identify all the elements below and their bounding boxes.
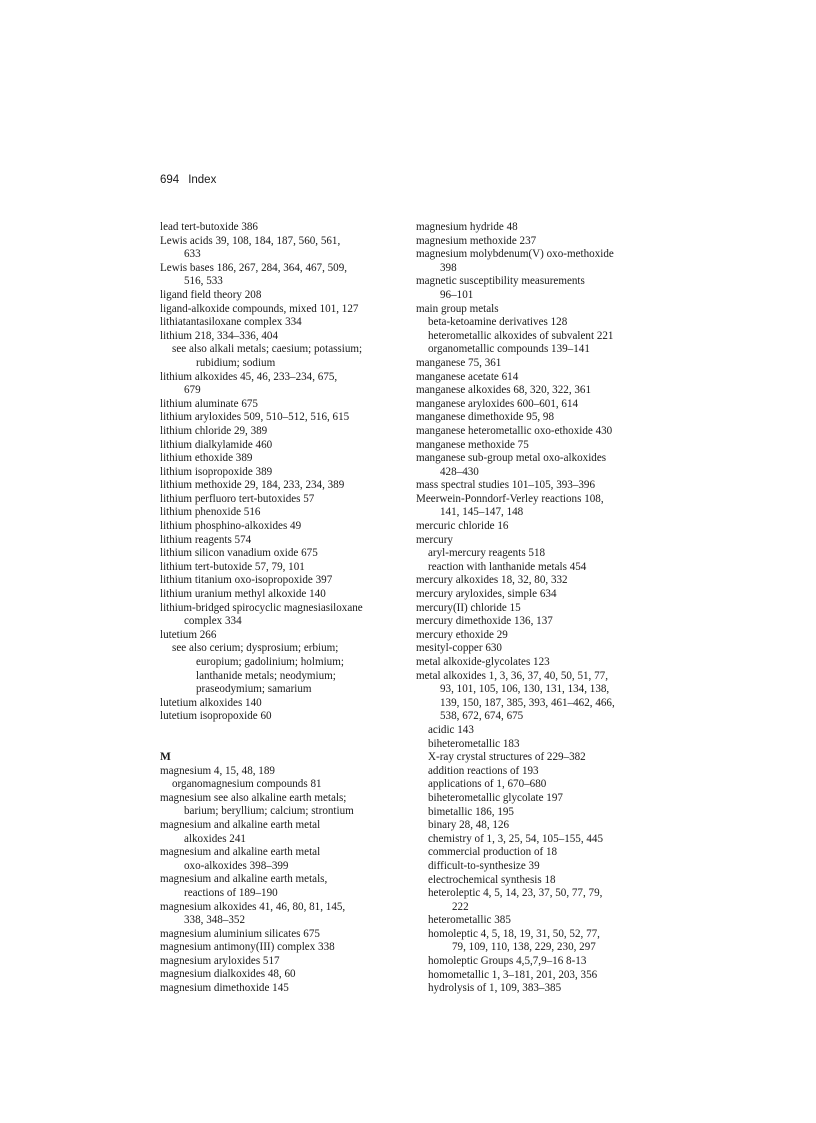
- index-entry: commercial production of 18: [428, 846, 558, 859]
- index-entry: lithium chloride 29, 389: [160, 424, 268, 437]
- index-entry: biheterometallic glycolate 197: [428, 791, 563, 804]
- index-entry: hydrolysis of 1, 109, 383–385: [428, 982, 562, 995]
- index-entry: lithium ethoxide 389: [160, 452, 253, 465]
- index-entry: mercury ethoxide 29: [416, 628, 508, 641]
- index-entry: magnesium and alkaline earth metals,: [160, 873, 328, 886]
- index-entry: magnesium alkoxides 41, 46, 80, 81, 145,: [160, 900, 346, 913]
- index-entry: ligand field theory 208: [160, 288, 262, 301]
- index-entry: magnesium molybdenum(V) oxo-methoxide: [416, 248, 614, 261]
- running-title: Index: [188, 174, 217, 186]
- index-entry: electrochemical synthesis 18: [428, 873, 556, 886]
- index-entry: magnesium aluminium silicates 675: [160, 927, 320, 940]
- index-entry: lithium titanium oxo-isopropoxide 397: [160, 574, 333, 587]
- index-entry: X-ray crystal structures of 229–382: [428, 751, 586, 764]
- index-entry: manganese methoxide 75: [416, 438, 529, 451]
- index-entry: manganese 75, 361: [416, 356, 502, 369]
- index-entry: mesityl-copper 630: [416, 642, 502, 655]
- index-entry: magnesium dimethoxide 145: [160, 982, 289, 995]
- index-entries-m: [160, 765, 405, 996]
- section-gap: [160, 724, 405, 751]
- index-entry: magnesium antimony(III) complex 338: [160, 941, 335, 954]
- index-entry: lithium phosphino-alkoxides 49: [160, 520, 302, 533]
- index-entry: 96–101: [440, 288, 474, 301]
- index-entry: biheterometallic 183: [428, 737, 520, 750]
- index-entry: lead tert-butoxide 386: [160, 221, 258, 233]
- page-number: 694: [160, 174, 180, 186]
- index-entry: lithium isopropoxide 389: [160, 465, 273, 478]
- index-entry: 139, 150, 187, 385, 393, 461–462, 466,: [440, 696, 615, 709]
- index-entry: 516, 533: [184, 275, 223, 288]
- index-entry: complex 334: [184, 615, 242, 628]
- index-entry: magnesium 4, 15, 48, 189: [160, 764, 275, 777]
- index-entry: chemistry of 1, 3, 25, 54, 105–155, 445: [428, 832, 604, 845]
- index-entries-l: [160, 221, 405, 724]
- index-entry: lithium methoxide 29, 184, 233, 234, 389: [160, 479, 345, 492]
- index-entry: metal alkoxides 1, 3, 36, 37, 40, 50, 51, 77,: [416, 669, 608, 682]
- index-entry: organomagnesium compounds 81: [172, 778, 322, 791]
- index-entries-right: [416, 221, 666, 996]
- index-entry: mercuric chloride 16: [416, 520, 509, 533]
- index-entry: 93, 101, 105, 106, 130, 131, 134, 138,: [440, 683, 610, 696]
- index-entry: 141, 145–147, 148: [440, 506, 524, 519]
- index-entry: manganese sub-group metal oxo-alkoxides: [416, 452, 607, 465]
- index-entry: lithium perfluoro tert-butoxides 57: [160, 492, 315, 505]
- index-entry: barium; beryllium; calcium; strontium: [184, 805, 354, 818]
- index-entry: reaction with lanthanide metals 454: [428, 560, 587, 573]
- index-entry: bimetallic 186, 195: [428, 805, 514, 818]
- index-entry: lanthanide metals; neodymium;: [196, 669, 336, 682]
- index-entry: homoleptic Groups 4,5,7,9–16 8-13: [428, 955, 587, 968]
- index-entry: mercury(II) chloride 15: [416, 601, 521, 614]
- index-entry: manganese alkoxides 68, 320, 322, 361: [416, 384, 592, 397]
- index-entry: mercury: [416, 533, 453, 546]
- index-entry: magnesium aryloxides 517: [160, 954, 280, 967]
- index-entry: applications of 1, 670–680: [428, 778, 547, 791]
- index-entry: magnesium see also alkaline earth metals;: [160, 791, 347, 804]
- index-entry: lithium phenoxide 516: [160, 506, 261, 519]
- index-entry: mercury dimethoxide 136, 137: [416, 615, 553, 628]
- index-entry: metal alkoxide-glycolates 123: [416, 656, 550, 668]
- index-entry: see also alkali metals; caesium; potassium;: [172, 343, 363, 356]
- index-entry: heteroleptic 4, 5, 14, 23, 37, 50, 77, 79,: [428, 887, 603, 900]
- index-entry: ligand-alkoxide compounds, mixed 101, 127: [160, 302, 359, 315]
- index-entry: beta-ketoamine derivatives 128: [428, 316, 568, 329]
- index-entry: magnesium hydride 48: [416, 221, 518, 233]
- index-entry: 633: [184, 248, 201, 261]
- index-entry: manganese heterometallic oxo-ethoxide 430: [416, 424, 613, 437]
- index-entry: europium; gadolinium; holmium;: [196, 656, 344, 668]
- index-entry: see also cerium; dysprosium; erbium;: [172, 642, 339, 655]
- index-column-right: [416, 221, 666, 996]
- index-entry: 538, 672, 674, 675: [440, 710, 524, 723]
- index-entry: lithium aluminate 675: [160, 397, 258, 410]
- index-entry: aryl-mercury reagents 518: [428, 547, 546, 560]
- index-entry: lutetium isopropoxide 60: [160, 710, 272, 723]
- index-entry: lithium aryloxides 509, 510–512, 516, 615: [160, 411, 350, 424]
- index-entry: lithium alkoxides 45, 46, 233–234, 675,: [160, 370, 338, 383]
- index-entry: magnesium and alkaline earth metal: [160, 846, 321, 859]
- index-entry: lithium tert-butoxide 57, 79, 101: [160, 560, 305, 573]
- index-entry: addition reactions of 193: [428, 764, 539, 777]
- section-letter: M: [160, 750, 171, 763]
- index-entry: mercury alkoxides 18, 32, 80, 332: [416, 574, 568, 587]
- index-entry: binary 28, 48, 126: [428, 819, 510, 832]
- index-entry: lithium silicon vanadium oxide 675: [160, 547, 318, 560]
- index-entry: 79, 109, 110, 138, 229, 230, 297: [452, 941, 596, 954]
- index-entry: lithium dialkylamide 460: [160, 438, 273, 451]
- index-entry: homometallic 1, 3–181, 201, 203, 356: [428, 968, 598, 981]
- index-entry: 428–430: [440, 465, 479, 478]
- index-entry: magnesium methoxide 237: [416, 234, 537, 247]
- index-entry: manganese aryloxides 600–601, 614: [416, 397, 579, 410]
- index-entry: lithium uranium methyl alkoxide 140: [160, 588, 326, 601]
- index-entry: Meerwein-Ponndorf-Verley reactions 108,: [416, 492, 604, 505]
- index-entry: lithiatantasiloxane complex 334: [160, 316, 302, 329]
- index-entry: heterometallic 385: [428, 914, 511, 927]
- index-entry: heterometallic alkoxides of subvalent 221: [428, 329, 614, 342]
- index-entry: Lewis bases 186, 267, 284, 364, 467, 509,: [160, 261, 348, 274]
- index-entry: difficult-to-synthesize 39: [428, 859, 540, 872]
- index-entry: lutetium alkoxides 140: [160, 696, 262, 709]
- index-entry: magnetic susceptibility measurements: [416, 275, 585, 288]
- index-entry: homoleptic 4, 5, 18, 19, 31, 50, 52, 77,: [428, 927, 600, 940]
- index-entry: lithium-bridged spirocyclic magnesiasiloxane: [160, 601, 363, 614]
- index-entry: acidic 143: [428, 723, 474, 736]
- running-header: [160, 174, 216, 186]
- index-entry: oxo-alkoxides 398–399: [184, 859, 289, 872]
- index-entry: magnesium dialkoxides 48, 60: [160, 968, 296, 981]
- index-entry: lithium reagents 574: [160, 533, 252, 546]
- index-entry: 398: [440, 261, 457, 274]
- index-entry: rubidium; sodium: [196, 356, 276, 369]
- index-entry: lutetium 266: [160, 628, 217, 641]
- index-entry: 338, 348–352: [184, 914, 246, 927]
- index-entry: mercury aryloxides, simple 634: [416, 588, 557, 601]
- index-entry: 222: [452, 900, 469, 913]
- index-entry: mass spectral studies 101–105, 393–396: [416, 479, 596, 492]
- index-entry: 679: [184, 384, 201, 397]
- index-entry: praseodymium; samarium: [196, 683, 312, 696]
- index-entry: reactions of 189–190: [184, 886, 278, 899]
- index-entry: magnesium and alkaline earth metal: [160, 818, 321, 831]
- index-entry: manganese dimethoxide 95, 98: [416, 411, 555, 424]
- index-entry: lithium 218, 334–336, 404: [160, 329, 279, 342]
- index-entry: main group metals: [416, 302, 499, 315]
- index-entry: alkoxides 241: [184, 832, 246, 845]
- index-entry: manganese acetate 614: [416, 370, 519, 383]
- index-entry: Lewis acids 39, 108, 184, 187, 560, 561,: [160, 234, 341, 247]
- index-column-left: [160, 221, 405, 996]
- index-entry: organometallic compounds 139–141: [428, 343, 590, 356]
